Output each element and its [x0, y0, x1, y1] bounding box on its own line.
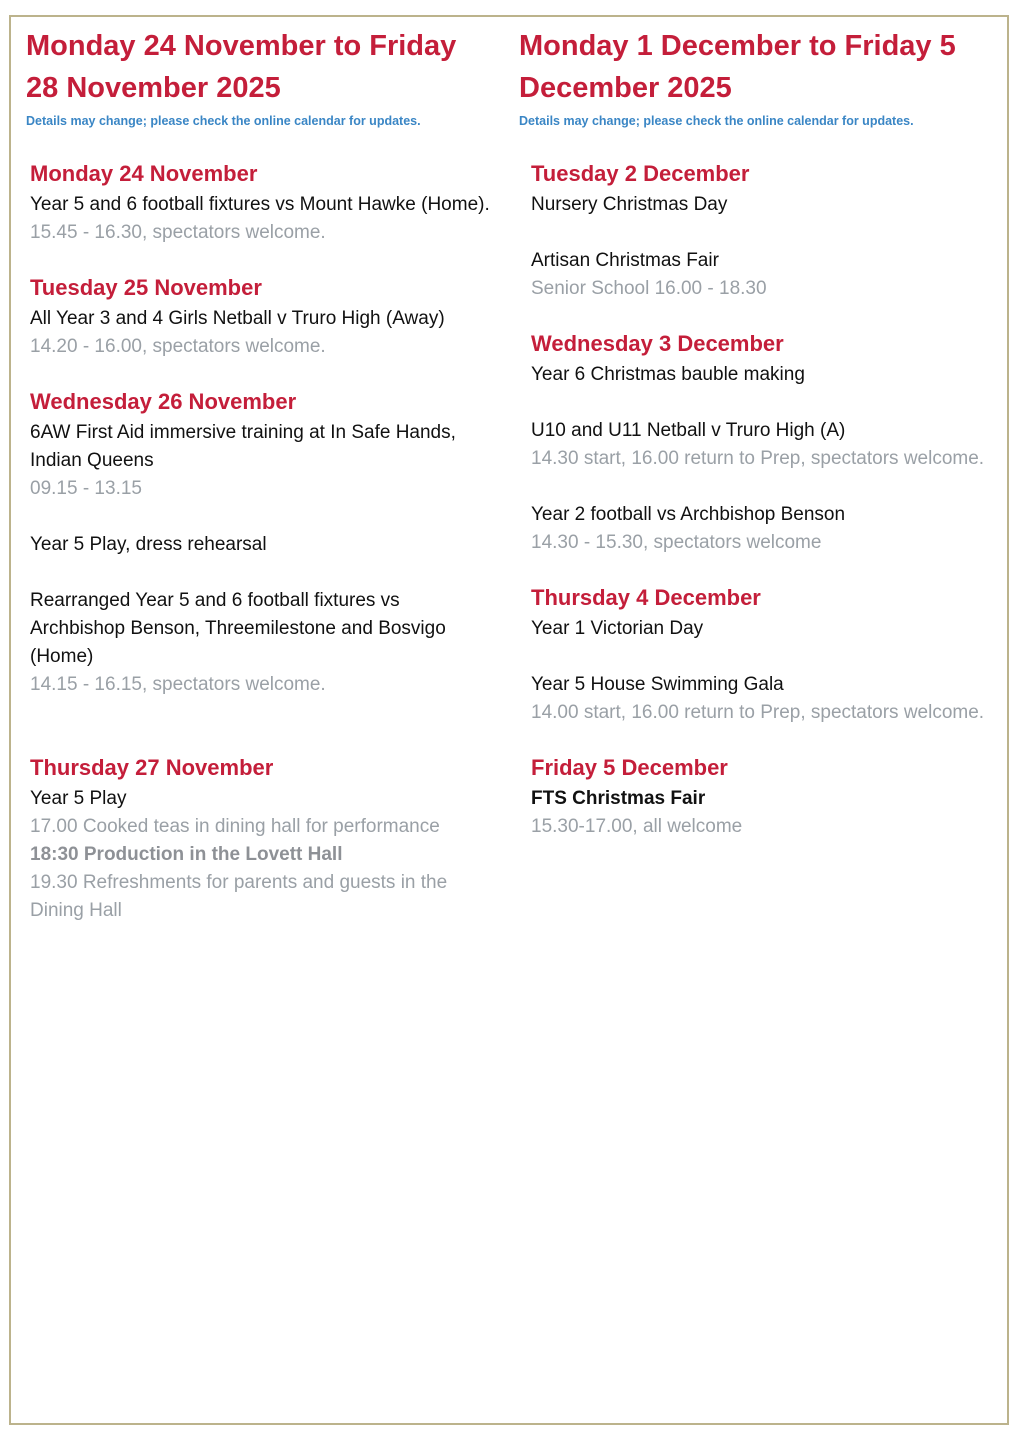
day-section: [531, 329, 989, 557]
event-detail: 14.30 start, 16.00 return to Prep, spectators welcome.: [531, 448, 985, 469]
event-detail: 14.30 - 15.30, spectators welcome: [531, 532, 822, 553]
update-notice: Details may change; please check the online calendar for updates.: [26, 114, 421, 128]
day-heading: Tuesday 25 November: [30, 275, 262, 300]
week-column-1: [26, 17, 496, 951]
event-title: Year 6 Christmas bauble making: [531, 364, 805, 385]
event-title: Year 2 football vs Archbishop Benson: [531, 504, 846, 525]
event-title: Year 5 Play: [30, 788, 127, 809]
event-item: [531, 615, 989, 643]
event-title: FTS Christmas Fair: [531, 788, 706, 809]
event-item: [30, 531, 496, 559]
event-detail: 17.00 Cooked teas in dining hall for performance: [30, 816, 440, 837]
event-title: Year 5 House Swimming Gala: [531, 674, 784, 695]
spacer: [30, 699, 496, 727]
event-title: Year 1 Victorian Day: [531, 618, 704, 639]
day-heading: Thursday 4 December: [531, 585, 761, 610]
event-detail: 15.45 - 16.30, spectators welcome.: [30, 222, 326, 243]
event-title: Rearranged Year 5 and 6 football fixtures vs Archbishop Benson, Threemilestone and Bosvigo (Home): [30, 590, 446, 667]
event-title: Year 5 Play, dress rehearsal: [30, 534, 267, 555]
event-item: [30, 419, 496, 503]
event-detail: 19.30 Refreshments for parents and guests in the Dining Hall: [30, 872, 448, 921]
event-title: All Year 3 and 4 Girls Netball v Truro High (Away): [30, 308, 445, 329]
day-section: [531, 159, 989, 303]
day-heading: Monday 24 November: [30, 161, 258, 186]
week-title: Monday 1 December to Friday 5 December 2025: [519, 30, 956, 104]
event-item: [531, 671, 989, 727]
event-title: Nursery Christmas Day: [531, 194, 728, 215]
update-notice: Details may change; please check the online calendar for updates.: [519, 114, 914, 128]
event-title: 6AW First Aid immersive training at In Safe Hands, Indian Queens: [30, 422, 456, 471]
day-section: [531, 753, 989, 841]
day-heading: Friday 5 December: [531, 755, 728, 780]
day-list: [26, 159, 496, 925]
day-heading: Wednesday 3 December: [531, 331, 784, 356]
event-item: [30, 305, 496, 361]
week-column-2: [519, 17, 989, 867]
event-title: Artisan Christmas Fair: [531, 250, 719, 271]
week-title: Monday 24 November to Friday 28 November 2025: [26, 30, 457, 104]
event-item: [30, 587, 496, 699]
event-item: [531, 785, 989, 841]
event-detail: 09.15 - 13.15: [30, 478, 142, 499]
day-section: [30, 387, 496, 727]
day-section: [30, 273, 496, 361]
event-detail: 14.20 - 16.00, spectators welcome.: [30, 336, 326, 357]
event-item: [531, 191, 989, 219]
day-section: [531, 583, 989, 727]
event-title: U10 and U11 Netball v Truro High (A): [531, 420, 846, 441]
day-section: [30, 753, 496, 925]
event-detail: 18:30 Production in the Lovett Hall: [30, 844, 343, 865]
event-detail: Senior School 16.00 - 18.30: [531, 278, 767, 299]
event-detail: 15.30-17.00, all welcome: [531, 816, 743, 837]
event-detail: 14.15 - 16.15, spectators welcome.: [30, 674, 326, 695]
event-title: Year 5 and 6 football fixtures vs Mount Hawke (Home).: [30, 194, 490, 215]
day-list: [519, 159, 989, 841]
event-item: [531, 417, 989, 473]
day-section: [30, 159, 496, 247]
day-heading: Thursday 27 November: [30, 755, 274, 780]
event-item: [531, 247, 989, 303]
event-item: [30, 191, 496, 247]
event-item: [531, 501, 989, 557]
day-heading: Wednesday 26 November: [30, 389, 297, 414]
page-border: [9, 15, 1009, 1425]
event-item: [30, 785, 496, 925]
day-heading: Tuesday 2 December: [531, 161, 750, 186]
event-detail: 14.00 start, 16.00 return to Prep, spectators welcome.: [531, 702, 985, 723]
event-item: [531, 361, 989, 389]
